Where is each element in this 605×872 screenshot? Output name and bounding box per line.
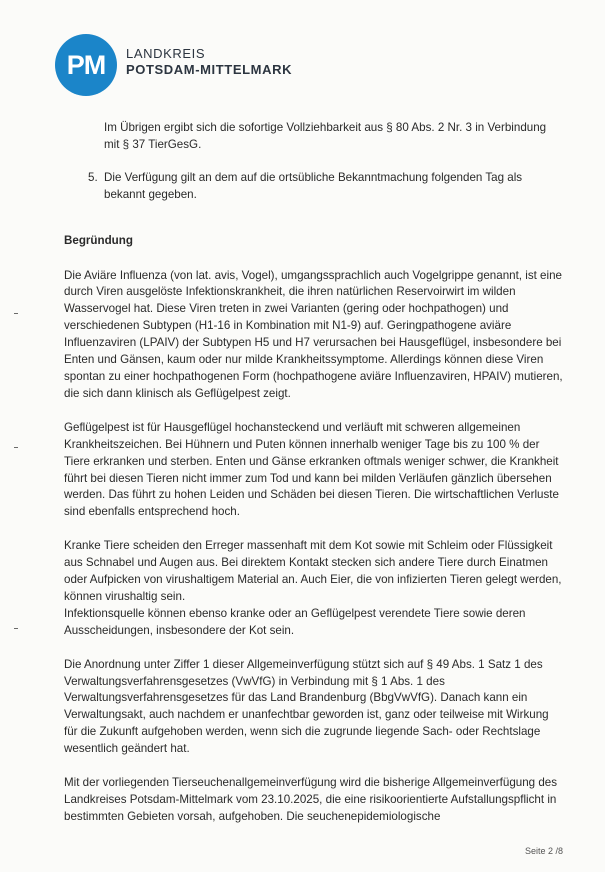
paragraph-fowl-plague bbox=[64, 420, 564, 521]
paragraph-text: Geflügelpest ist für Hausgeflügel hochansteckend und verläuft mit schweren allgemeinen Krankheitszeichen. Bei Hühnern und Puten können innerhalb weniger Tage bis zu 100 % der Tiere erkranken und sterben. Enten und Gänse erkranken oftmals weniger schwer, die Krankheit führt bei diesen Tieren nicht immer zum Tod und kann bei milden Verläufen gänzlich übersehen werden. Das führt zu hohen Leiden und Schäden bei diesen Tieren. Die wirtschaftlichen Verluste sind ebenfalls entsprechend hoch. bbox=[64, 420, 559, 519]
list-item-number: 5. bbox=[88, 170, 98, 184]
pm-logo bbox=[55, 34, 117, 96]
pm-logo-text: PM bbox=[55, 34, 117, 96]
paragraph-text: Die Anordnung unter Ziffer 1 dieser Allgemeinverfügung stützt sich auf § 49 Abs. 1 Satz 1 des Verwaltungsverfahrensgesetzes (VwVfG) in Verbindung mit § 1 Abs. 1 des Verwaltungsverfahrensgesetzes für das Land Brandenburg (BbgVwVfG). Danach kann ein Verwaltungsakt, auch nachdem er unanfechtbar geworden ist, ganz oder teilweise mit Wirkung für die Zukunft aufgehoben werden, wenn sich die zugrunde liegende Sach- oder Rechtslage wesentlich geändert hat. bbox=[64, 657, 549, 756]
org-name-line1: LANDKREIS bbox=[126, 46, 206, 61]
paragraph-avian-influenza bbox=[64, 268, 564, 403]
margin-mark bbox=[14, 313, 18, 314]
paragraph-revocation bbox=[64, 775, 564, 826]
list-item-5 bbox=[64, 170, 564, 204]
paragraph-legal-basis bbox=[64, 657, 564, 758]
paragraph-text: Infektionsquelle können ebenso kranke oder an Geflügelpest verendete Tiere sowie deren Ausscheidungen, insbesondere der Kot sein. bbox=[64, 606, 526, 637]
org-name-line2: POTSDAM-MITTELMARK bbox=[126, 62, 293, 77]
page-number: Seite 2 /8 bbox=[525, 846, 564, 856]
paragraph-text: Mit der vorliegenden Tierseuchenallgemeinverfügung wird die bisherige Allgemeinverfügung des Landkreises Potsdam-Mittelmark vom 23.10.2025, die eine risikoorientierte Aufstallungspflicht in bestimmten Gebieten vorsah, aufgehoben. Die seuchenepidemiologische bbox=[64, 776, 558, 823]
list-item-text: Die Verfügung gilt an dem auf die ortsübliche Bekanntmachung folgenden Tag als bekannt gegeben. bbox=[104, 170, 523, 201]
org-name bbox=[126, 46, 292, 78]
margin-mark bbox=[14, 447, 18, 448]
intro-paragraph: Im Übrigen ergibt sich die sofortige Vollziehbarkeit aus § 80 Abs. 2 Nr. 3 in Verbindung mit § 37 TierGesG. bbox=[104, 121, 547, 151]
document-body bbox=[64, 120, 564, 843]
paragraph-text: Kranke Tiere scheiden den Erreger massenhaft mit dem Kot sowie mit Schleim oder Flüssigkeit aus Schnabel und Augen aus. Bei direktem Kontakt stecken sich andere Tiere durch Einatmen oder Aufpicken von virushaltigem Material an. Auch Eier, die von infizierten Tieren gelegt werden, können virushaltig sein. bbox=[64, 539, 562, 603]
paragraph-transmission bbox=[64, 538, 564, 639]
paragraph-text: Die Aviäre Influenza (von lat. avis, Vogel), umgangssprachlich auch Vogelgrippe genannt, ist eine durch Viren ausgelöste Infektionskrankheit, die ihren natürlichen Reservoirwirt im wilden Wasservogel hat. Diese Viren treten in zwei Varianten (gering oder hochpathogen) und verschiedenen Subtypen (H1-16 in Kombination mit N1-9) auf. Geringpathogene aviäre Influenzaviren (LPAIV) der Subtypen H5 und H7 verursachen bei Hausgeflügel, insbesondere bei Enten und Gänsen, kaum oder nur milde Krankheitssymptome. Allerdings können diese Viren spontan zu einer hochpathogenen Form (hochpathogene aviäre Influenzaviren, HPAIV) mutieren, die sich dann klinisch als Geflügelpest zeigt. bbox=[64, 268, 563, 400]
section-heading-begruendung: Begründung bbox=[64, 233, 133, 247]
margin-mark bbox=[14, 628, 18, 629]
